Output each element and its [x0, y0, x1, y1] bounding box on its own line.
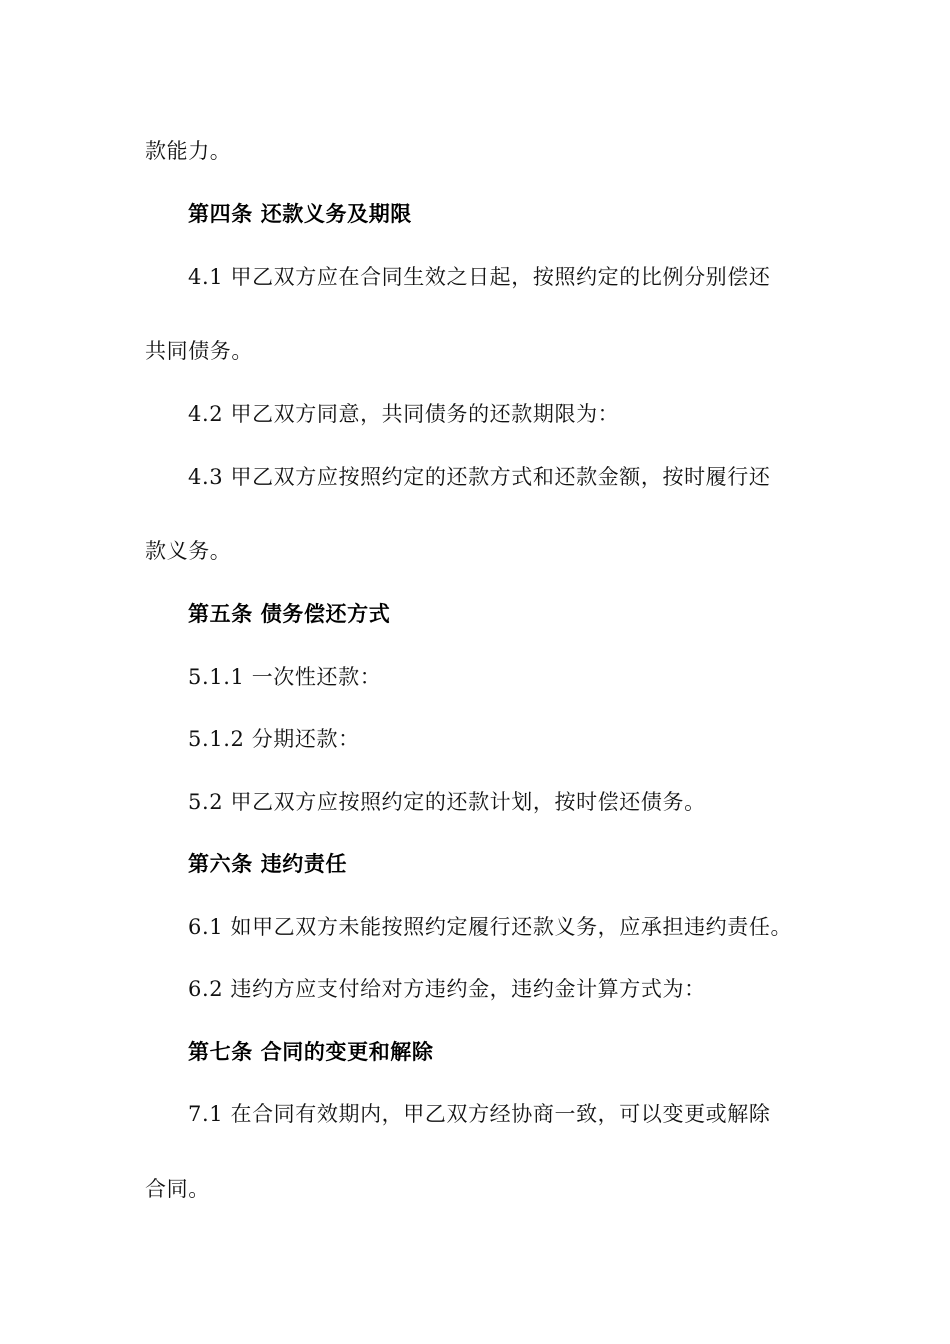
article-5-heading: 第五条 债务偿还方式: [188, 602, 391, 626]
article-7-heading: 第七条 合同的变更和解除: [188, 1040, 434, 1064]
article-4-heading: 第四条 还款义务及期限: [188, 202, 412, 226]
article-6-heading: 第六条 违约责任: [188, 852, 348, 876]
clause-6-1: 6.1 如甲乙双方未能按照约定履行还款义务，应承担违约责任。: [188, 915, 793, 939]
paragraph-continuation: 款能力。: [145, 139, 232, 163]
clause-4-3: 4.3 甲乙双方应按照约定的还款方式和还款金额，按时履行还: [188, 465, 771, 489]
clause-5-2: 5.2 甲乙双方应按照约定的还款计划，按时偿还债务。: [188, 790, 706, 814]
clause-6-2: 6.2 违约方应支付给对方违约金，违约金计算方式为：: [188, 977, 706, 1001]
clause-4-1-continuation: 共同债务。: [145, 339, 253, 363]
clause-4-3-continuation: 款义务。: [145, 539, 232, 563]
clause-7-1-continuation: 合同。: [145, 1177, 210, 1201]
clause-5-1-1: 5.1.1 一次性还款：: [188, 665, 382, 689]
clause-5-1-2: 5.1.2 分期还款：: [188, 727, 360, 751]
clause-4-2: 4.2 甲乙双方同意，共同债务的还款期限为：: [188, 402, 620, 426]
clause-7-1: 7.1 在合同有效期内，甲乙双方经协商一致，可以变更或解除: [188, 1102, 771, 1126]
clause-4-1: 4.1 甲乙双方应在合同生效之日起，按照约定的比例分别偿还: [188, 265, 771, 289]
